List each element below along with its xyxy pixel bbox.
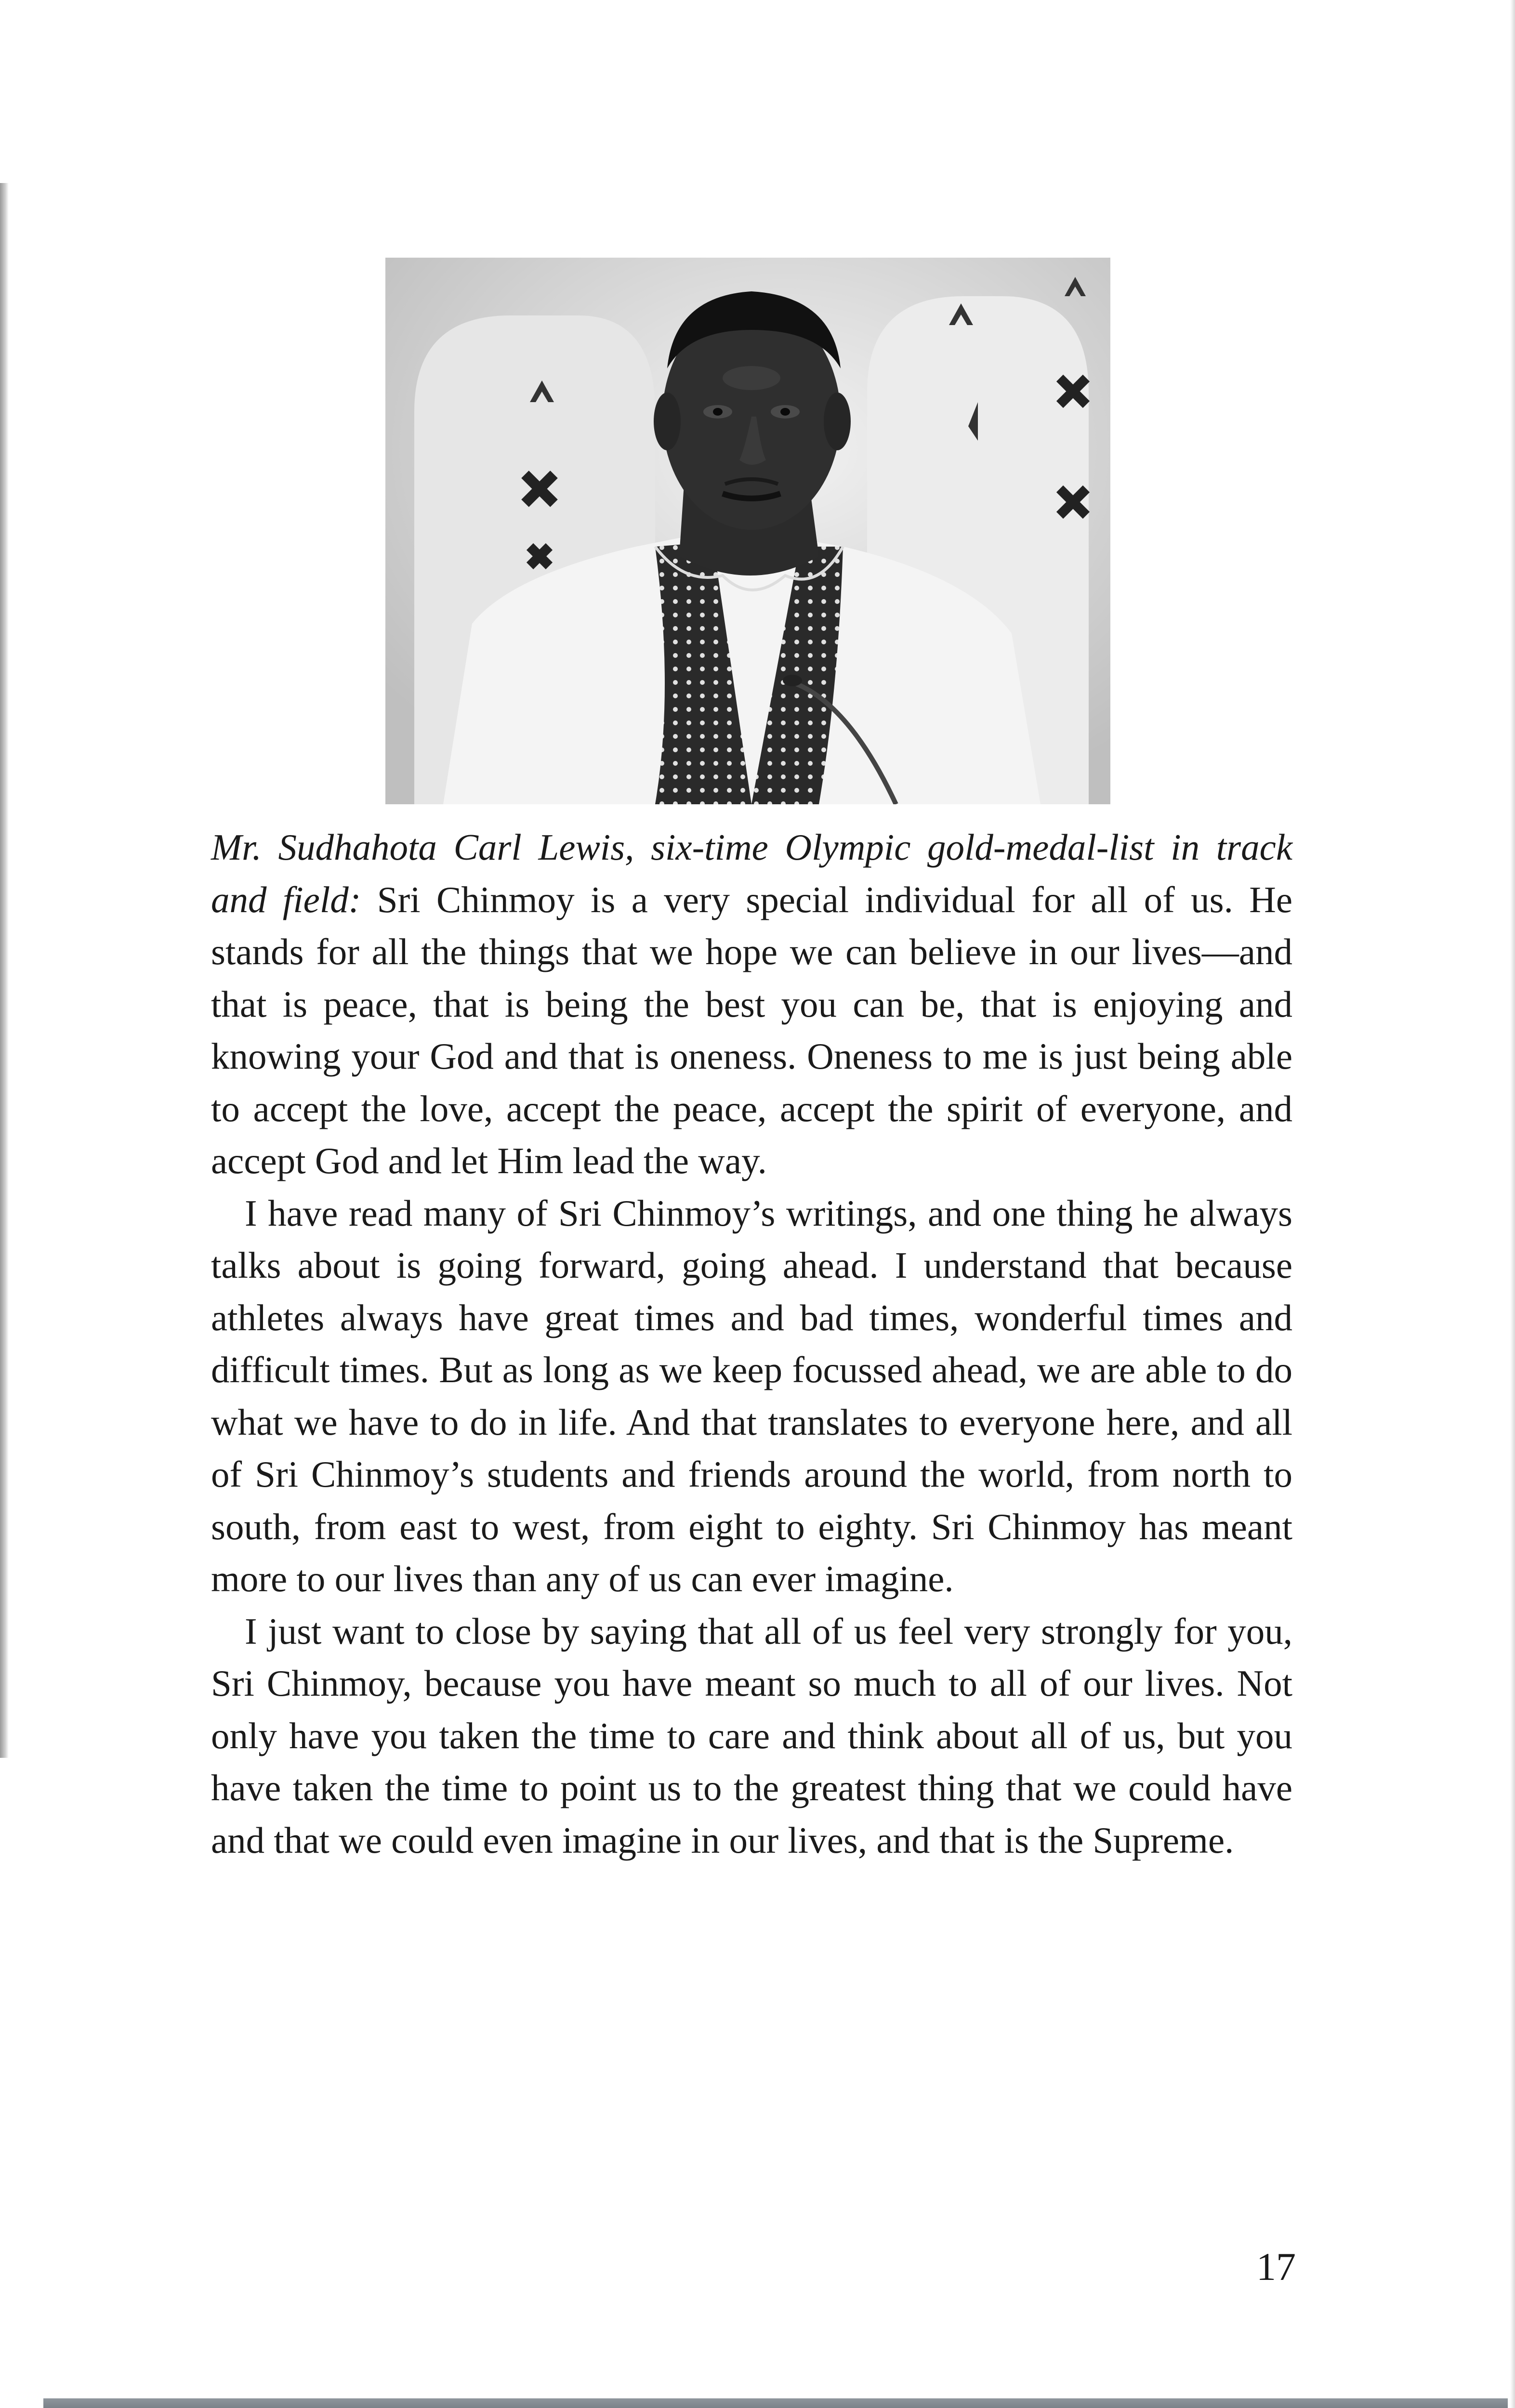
article-body: [211, 821, 1292, 1866]
caption-paragraph: [211, 821, 1292, 1187]
page-left-edge-shadow: [0, 183, 9, 1758]
portrait-illustration: [385, 258, 1110, 804]
portrait-photo: [385, 258, 1110, 804]
caption-quote: Sri Chinmoy is a very special individual for all of us. He stands for all the things that we hope we can believe in our lives—and that is peace, that is being the best you can be, that is enjoying and knowing your God and that is oneness. Oneness to me is just being able to accept the love, accept the peace, accept the spirit of everyone, and accept God and let Him lead the way.: [211, 878, 1293, 1181]
page-number: 17: [1256, 2245, 1296, 2289]
body-paragraph: I just want to close by saying that all of us feel very strongly for you, Sri Chinmoy, because you have meant so much to all of our lives. Not only have you taken the time to care and think about all of us, but you have taken the time to point us to the greatest thing that we could have and that we could even imagine in our lives, and that is the Supreme.: [211, 1610, 1292, 1861]
speaker-attribution: Mr. Sudhahota Carl Lewis, six-time Olympic gold-medal-list in track and field:: [211, 826, 1292, 920]
page-bottom-edge: [43, 2398, 1508, 2408]
body-paragraph: I have read many of Sri Chinmoy’s writings, and one thing he always talks about is going forward, going ahead. I understand that because athletes always have great times and bad times, wonderful times and difficult times. But as long as we keep focussed ahead, we are able to do what we have to do in life. And that translates to everyone here, and all of Sri Chinmoy’s students and friends around the world, from north to south, from east to west, from eight to eighty. Sri Chinmoy has meant more to our lives than any of us can ever imagine.: [211, 1192, 1292, 1599]
page-right-edge-shadow: [1510, 0, 1515, 2408]
